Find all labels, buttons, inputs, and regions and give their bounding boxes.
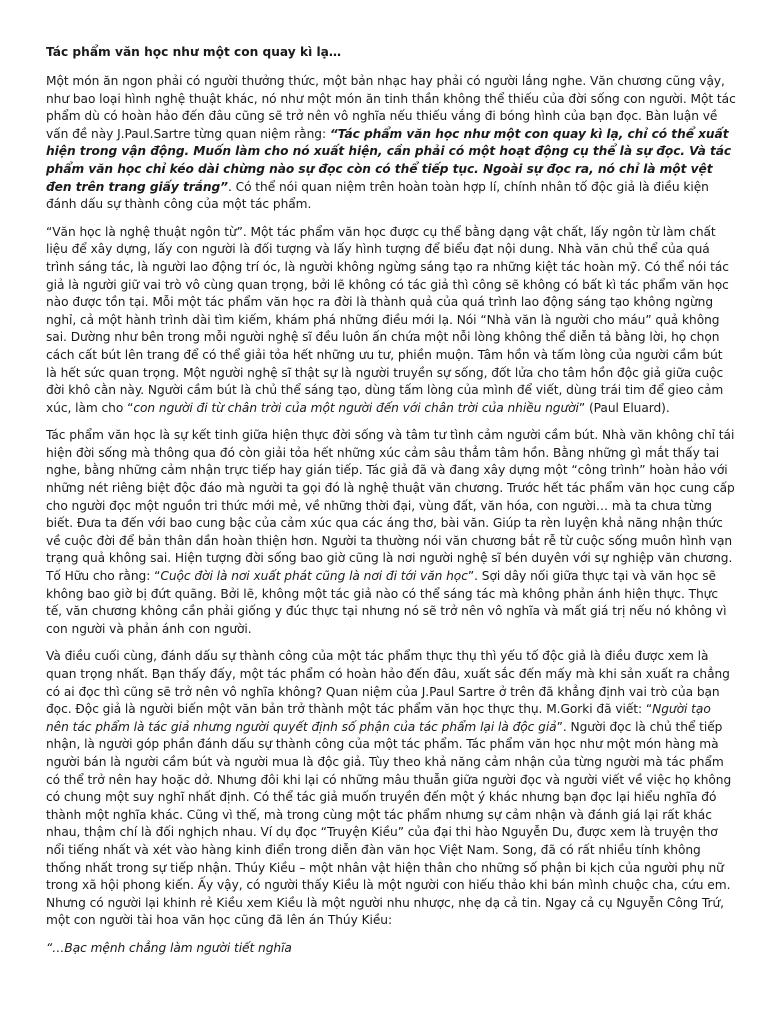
- paragraph-3-text-a: Tác phẩm văn học là sự kết tinh giữa hiện thực đời sống và tâm tư tình cảm người cầm bút. Nhà văn không chỉ tái hiện đời sống mà thông qua đó còn giải tỏa hết những xúc cảm sâu thẳm tâm hồn. Bằng những gì mắt thấy tai nghe, bằng những cảm nhận trực tiếp hay gián tiếp. Tác giả đã và đang xây dựng một “công trình” hoàn hảo với những nét riêng biệt độc đáo mà người ta gọi đó là nghệ thuật văn chương. Trước hết tác phẩm văn học cung cấp cho người đọc một nguồn tri thức mới mẻ, về những thời đại, vùng đất, văn hóa, con người… mà ta chưa từng biết. Đưa ta đến với bao cung bậc của cảm xúc qua các áng thơ, bài văn. Giúp ta rèn luyện khả năng nhận thức về cuộc đời để bản thân dần hoàn thiện hơn. Người ta thường nói văn chương bắt rễ từ cuộc sống muôn hình vạn trạng quả không sai. Hiện tượng đời sống bao giờ cũng là nơi người nghệ sĩ bén duyên với sự nghiệp văn chương. Tố Hữu cho rằng: “: [46, 428, 735, 584]
- paragraph-1-text-b: . Có thể nói quan niệm trên hoàn toàn hợp lí, chính nhân tố độc giả là điều kiện đánh dấu sự thành công của một tác phẩm.: [46, 179, 709, 212]
- paragraph-1: [46, 73, 736, 214]
- to-huu-quote: Cuộc đời là nơi xuất phát cũng là nơi đi tới văn học: [160, 569, 468, 584]
- poem-line-text: “…Bạc mệnh chẳng làm người tiết nghĩa: [46, 940, 292, 955]
- paragraph-4: [46, 648, 736, 930]
- document-page: [46, 43, 736, 968]
- sartre-quote: “Tác phẩm văn học như một con quay kì lạ, chỉ có thể xuất hiện trong vận động. Muốn làm cho nó xuất hiện, cần phải có một hoạt động cụ thể là sự đọc. Và tác phẩm văn học chỉ kéo dài chừng nào sự đọc còn có thể tiếp tục. Ngoài sự đọc ra, nó chỉ là một vệt đen trên trang giấy trắng”: [46, 126, 732, 194]
- gorki-quote: Người tạo nên tác phẩm là tác giả nhưng người quyết định số phận của tác phẩm lại là độc giả: [46, 702, 711, 734]
- paragraph-3: [46, 427, 736, 638]
- paragraph-2-text-a: “Văn học là nghệ thuật ngôn từ”. Một tác phẩm văn học được cụ thể bằng dạng vật chất, lấy ngôn từ làm chất liệu để xây dựng, lấy con người là đối tượng và lấy hình tượng để biểu đạt nội dung. Nhà văn chủ thể của quá trình sáng tác, là người lao động trí óc, là người không ngừng sáng tạo ra những kiệt tác hoàn mỹ. Có thể nói tác giả là người giữ vai trò vô cùng quan trọng, bởi lẽ không có tác giả thì công sẽ không có bất kì tác phẩm văn học nào được tồn tại. Mỗi một tác phẩm văn học ra đời là thành quả của quá trình lao động sáng tạo không ngừng nghỉ, cả một hành trình dài tìm kiếm, khám phá những điều mới lạ. Nói “Nhà văn là người cho máu” quả không sai. Dường như bên trong mỗi người nghệ sĩ đều luôn ấn chứa một nỗi lòng không thể diễn tả bằng lời, họ chọn cách cất bút lên trang để có thể giải tỏa hết những ưu tư, phiền muộn. Tâm hồn và tấm lòng của người cầm bút là hết sức quan trọng. Một người nghệ sĩ thật sự là người truyền sự sống, đốt lửa cho tâm hồn độc giả giữa cuộc đời khô cằn này. Người cầm bút là chủ thể sáng tạo, dùng tấm lòng của mình để viết, dùng trái tim để gieo cảm xúc, làm cho “: [46, 224, 729, 415]
- document-title: Tác phẩm văn học như một con quay kì lạ…: [46, 45, 342, 59]
- poem-line: [46, 940, 736, 958]
- eluard-quote: con người đi từ chân trời của một người đến với chân trời của nhiều người: [133, 400, 579, 415]
- paragraph-3-text-b: ”. Sợi dây nối giữa thực tại và văn học sẽ không bao giờ bị đứt quãng. Bởi lẽ, không một tác giả nào có thể sáng tác mà không phản ánh hiện thực. Thực tế, văn chương không cần phải giống y đúc thực tại nhưng nó sẽ trở nên vô nghĩa và mất giá trị nếu nó không vì con người và phản ánh con người.: [46, 569, 727, 636]
- paragraph-4-text-b: ”. Người đọc là chủ thể tiếp nhận, là người góp phần đánh dấu sự thành công của một tác phẩm. Tác phẩm văn học như một món hàng mà người bán là người cầm bút và người mua là độc giả. Tùy theo khả năng cảm nhận của từng người mà tác phẩm có thể trở nên hay hoặc dở. Nhưng đôi khi lại có những mâu thuẫn giữa người đọc và người viết về việc họ không có chung một suy nghĩ nhất định. Có thể tác giả muốn truyền đến một ý khác nhưng bạn đọc lại hiểu nghĩa đó thành một nghĩa khác. Cũng vì thế, mà trong cùng một tác phẩm nhưng sự cảm nhận và đánh giá lại rất khác nhau, thậm chí là đối nghịch nhau. Ví dụ đọc “Truyện Kiều” của đại thi hào Nguyễn Du, được xem là truyện thơ nổi tiếng nhất và xét vào hàng kinh điển trong diễn đàn văn học Việt Nam. Song, đã có rất nhiều tính không thống nhất trong sự tiếp nhận. Thúy Kiều – một nhân vật hiện thân cho những số phận bi kịch của người phụ nữ trong xã hội phong kiến. Ấy vậy, có người thấy Kiều là một người con hiếu thảo khi bán mình chuộc cha, cứu em. Nhưng có người lại khinh rẻ Kiều xem Kiều là một người nhu nhược, nhẹ dạ cả tin. Ngay cả cụ Nguyễn Công Trứ, một con người tài hoa văn học cũng đã lên án Thúy Kiều:: [46, 719, 732, 928]
- paragraph-1-text-a: Một món ăn ngon phải có người thưởng thức, một bản nhạc hay phải có người lắng nghe. Văn chương cũng vậy, như bao loại hình nghệ thuật khác, nó như một món ăn tinh thần không thể thiếu của đời sống con người. Một tác phẩm dù có hoàn hảo đến đâu cũng sẽ trở nên vô nghĩa nếu thiếu vắng đi bóng hình của bạn đọc. Bàn luận về vấn đề này J.Paul.Sartre từng quan niệm rằng:: [46, 74, 736, 141]
- paragraph-2-text-b: ” (Paul Eluard).: [578, 400, 670, 415]
- paragraph-4-text-a: Và điều cuối cùng, đánh dấu sự thành công của một tác phẩm thực thụ thì yếu tố độc giả là điều được xem là quan trọng nhất. Bạn thấy đấy, một tác phẩm có hoàn hảo đến đâu, xuất sắc đến mấy mà khi sản xuất ra chẳng có ai đọc thì cũng sẽ trở nên vô nghĩa không? Quan niệm của J.Paul Sartre ở trên đã khẳng định vai trò của bạn đọc. Độc giả là người biến một văn bản trở thành một tác phẩm văn học thực thụ. M.Gorki đã viết: “: [46, 649, 730, 717]
- paragraph-2: [46, 224, 736, 418]
